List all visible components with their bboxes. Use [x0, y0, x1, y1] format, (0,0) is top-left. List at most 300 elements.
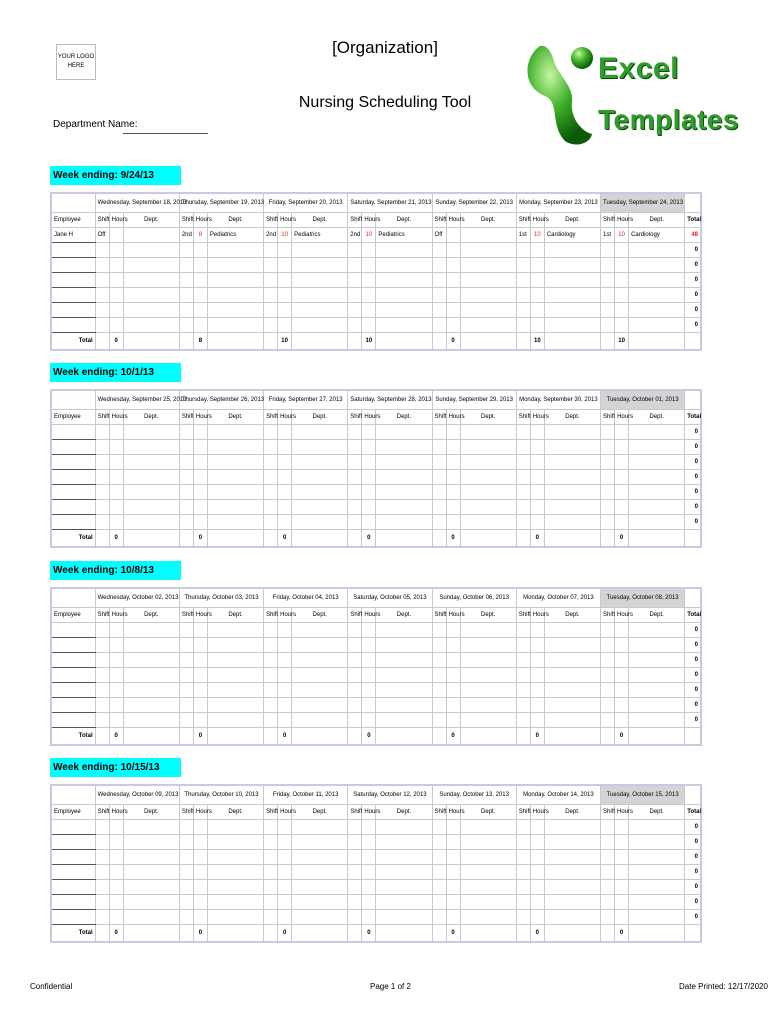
dept-cell[interactable]	[460, 880, 516, 895]
employee-name-cell[interactable]	[51, 698, 95, 713]
shift-cell[interactable]	[95, 485, 109, 500]
hours-cell[interactable]	[362, 713, 376, 728]
dept-cell[interactable]	[460, 455, 516, 470]
hours-cell[interactable]	[446, 865, 460, 880]
dept-cell[interactable]	[460, 303, 516, 318]
hours-cell[interactable]	[530, 273, 544, 288]
employee-name-cell[interactable]	[51, 425, 95, 440]
hours-cell[interactable]	[362, 455, 376, 470]
hours-cell[interactable]	[109, 638, 123, 653]
hours-cell[interactable]	[109, 425, 123, 440]
hours-cell[interactable]	[109, 455, 123, 470]
employee-name-cell[interactable]	[51, 258, 95, 273]
shift-cell[interactable]	[516, 440, 530, 455]
shift-cell[interactable]	[179, 500, 193, 515]
shift-cell[interactable]	[432, 288, 446, 303]
hours-cell[interactable]	[446, 288, 460, 303]
shift-cell[interactable]	[264, 470, 278, 485]
employee-name-cell[interactable]	[51, 820, 95, 835]
hours-cell[interactable]	[446, 258, 460, 273]
shift-cell[interactable]	[516, 713, 530, 728]
shift-cell[interactable]	[348, 485, 362, 500]
dept-cell[interactable]	[376, 485, 432, 500]
shift-cell[interactable]	[432, 683, 446, 698]
shift-cell[interactable]	[179, 850, 193, 865]
hours-cell[interactable]	[446, 515, 460, 530]
dept-cell[interactable]	[123, 668, 179, 683]
hours-cell[interactable]	[446, 895, 460, 910]
employee-name-cell[interactable]	[51, 910, 95, 925]
hours-cell[interactable]	[362, 273, 376, 288]
shift-cell[interactable]	[264, 880, 278, 895]
dept-cell[interactable]	[460, 623, 516, 638]
dept-cell[interactable]	[123, 910, 179, 925]
shift-cell[interactable]	[601, 623, 615, 638]
dept-cell[interactable]	[629, 455, 685, 470]
hours-cell[interactable]	[109, 683, 123, 698]
dept-cell[interactable]	[544, 303, 600, 318]
dept-cell[interactable]	[376, 638, 432, 653]
dept-cell[interactable]	[460, 318, 516, 333]
shift-cell[interactable]	[179, 470, 193, 485]
shift-cell[interactable]	[516, 515, 530, 530]
shift-cell[interactable]	[432, 303, 446, 318]
shift-cell[interactable]: 1st	[516, 228, 530, 243]
shift-cell[interactable]	[601, 515, 615, 530]
shift-cell[interactable]	[95, 425, 109, 440]
shift-cell[interactable]	[95, 258, 109, 273]
dept-cell[interactable]	[123, 243, 179, 258]
hours-cell[interactable]	[109, 500, 123, 515]
hours-cell[interactable]	[193, 683, 207, 698]
shift-cell[interactable]	[432, 895, 446, 910]
dept-cell[interactable]	[292, 273, 348, 288]
shift-cell[interactable]	[432, 258, 446, 273]
dept-cell[interactable]	[544, 258, 600, 273]
dept-cell[interactable]	[629, 485, 685, 500]
shift-cell[interactable]	[179, 455, 193, 470]
dept-cell[interactable]	[376, 698, 432, 713]
shift-cell[interactable]	[179, 820, 193, 835]
hours-cell[interactable]	[446, 303, 460, 318]
hours-cell[interactable]	[362, 470, 376, 485]
shift-cell[interactable]	[179, 273, 193, 288]
shift-cell[interactable]	[601, 638, 615, 653]
dept-cell[interactable]	[123, 500, 179, 515]
shift-cell[interactable]	[95, 623, 109, 638]
hours-cell[interactable]	[615, 683, 629, 698]
hours-cell[interactable]	[615, 698, 629, 713]
shift-cell[interactable]	[179, 668, 193, 683]
shift-cell[interactable]	[264, 850, 278, 865]
hours-cell[interactable]: 10	[530, 228, 544, 243]
dept-cell[interactable]	[292, 515, 348, 530]
hours-cell[interactable]	[362, 303, 376, 318]
dept-cell[interactable]	[629, 668, 685, 683]
dept-cell[interactable]	[292, 485, 348, 500]
shift-cell[interactable]	[95, 273, 109, 288]
hours-cell[interactable]	[109, 880, 123, 895]
shift-cell[interactable]	[516, 470, 530, 485]
shift-cell[interactable]	[264, 698, 278, 713]
dept-cell[interactable]: Cardiology	[544, 228, 600, 243]
dept-cell[interactable]	[207, 835, 263, 850]
dept-cell[interactable]	[207, 698, 263, 713]
shift-cell[interactable]	[179, 910, 193, 925]
shift-cell[interactable]	[432, 623, 446, 638]
dept-cell[interactable]	[292, 683, 348, 698]
shift-cell[interactable]	[516, 668, 530, 683]
shift-cell[interactable]	[601, 485, 615, 500]
shift-cell[interactable]	[264, 683, 278, 698]
dept-cell[interactable]	[629, 303, 685, 318]
employee-name-cell[interactable]	[51, 668, 95, 683]
shift-cell[interactable]	[601, 713, 615, 728]
shift-cell[interactable]	[348, 258, 362, 273]
hours-cell[interactable]	[530, 485, 544, 500]
hours-cell[interactable]	[278, 835, 292, 850]
dept-cell[interactable]	[376, 318, 432, 333]
dept-cell[interactable]	[376, 880, 432, 895]
hours-cell[interactable]	[109, 243, 123, 258]
dept-cell[interactable]	[207, 303, 263, 318]
dept-cell[interactable]	[629, 500, 685, 515]
shift-cell[interactable]	[516, 425, 530, 440]
dept-cell[interactable]	[460, 910, 516, 925]
hours-cell[interactable]	[109, 653, 123, 668]
dept-cell[interactable]	[376, 288, 432, 303]
shift-cell[interactable]	[516, 653, 530, 668]
dept-cell[interactable]	[292, 455, 348, 470]
hours-cell[interactable]	[615, 713, 629, 728]
hours-cell[interactable]	[193, 653, 207, 668]
shift-cell[interactable]	[601, 880, 615, 895]
dept-cell[interactable]	[460, 243, 516, 258]
shift-cell[interactable]	[179, 865, 193, 880]
dept-cell[interactable]	[376, 683, 432, 698]
employee-name-cell[interactable]	[51, 895, 95, 910]
hours-cell[interactable]	[278, 485, 292, 500]
hours-cell[interactable]	[109, 895, 123, 910]
shift-cell[interactable]	[601, 455, 615, 470]
dept-cell[interactable]	[376, 835, 432, 850]
dept-cell[interactable]	[207, 683, 263, 698]
dept-cell[interactable]: Pediatrics	[207, 228, 263, 243]
shift-cell[interactable]	[95, 515, 109, 530]
hours-cell[interactable]	[278, 880, 292, 895]
shift-cell[interactable]	[601, 895, 615, 910]
hours-cell[interactable]	[530, 910, 544, 925]
dept-cell[interactable]	[629, 820, 685, 835]
dept-cell[interactable]	[292, 910, 348, 925]
shift-cell[interactable]	[95, 698, 109, 713]
dept-cell[interactable]	[207, 865, 263, 880]
hours-cell[interactable]	[109, 258, 123, 273]
shift-cell[interactable]	[264, 425, 278, 440]
shift-cell[interactable]	[601, 303, 615, 318]
employee-name-cell[interactable]	[51, 500, 95, 515]
dept-cell[interactable]	[629, 243, 685, 258]
shift-cell[interactable]	[348, 273, 362, 288]
dept-cell[interactable]	[207, 500, 263, 515]
shift-cell[interactable]	[348, 698, 362, 713]
shift-cell[interactable]	[95, 500, 109, 515]
shift-cell[interactable]	[516, 698, 530, 713]
hours-cell[interactable]	[615, 850, 629, 865]
hours-cell[interactable]	[193, 243, 207, 258]
shift-cell[interactable]	[264, 865, 278, 880]
shift-cell[interactable]	[348, 318, 362, 333]
dept-cell[interactable]	[123, 895, 179, 910]
shift-cell[interactable]	[432, 910, 446, 925]
shift-cell[interactable]	[179, 303, 193, 318]
hours-cell[interactable]	[278, 638, 292, 653]
hours-cell[interactable]	[615, 668, 629, 683]
shift-cell[interactable]	[95, 303, 109, 318]
shift-cell[interactable]	[432, 500, 446, 515]
dept-cell[interactable]	[629, 623, 685, 638]
hours-cell[interactable]	[109, 668, 123, 683]
shift-cell[interactable]	[601, 440, 615, 455]
dept-cell[interactable]	[207, 515, 263, 530]
dept-cell[interactable]	[292, 668, 348, 683]
hours-cell[interactable]	[193, 455, 207, 470]
hours-cell[interactable]	[278, 303, 292, 318]
hours-cell[interactable]	[362, 485, 376, 500]
hours-cell[interactable]	[193, 303, 207, 318]
hours-cell[interactable]	[193, 910, 207, 925]
shift-cell[interactable]	[516, 835, 530, 850]
dept-cell[interactable]	[544, 683, 600, 698]
hours-cell[interactable]	[446, 500, 460, 515]
hours-cell[interactable]	[193, 485, 207, 500]
shift-cell[interactable]	[264, 258, 278, 273]
dept-cell[interactable]	[544, 910, 600, 925]
hours-cell[interactable]	[615, 865, 629, 880]
hours-cell[interactable]	[278, 653, 292, 668]
hours-cell[interactable]	[109, 303, 123, 318]
dept-cell[interactable]: Pediatrics	[292, 228, 348, 243]
shift-cell[interactable]	[179, 318, 193, 333]
dept-cell[interactable]	[376, 500, 432, 515]
hours-cell[interactable]	[278, 820, 292, 835]
dept-cell[interactable]	[629, 713, 685, 728]
shift-cell[interactable]	[432, 243, 446, 258]
dept-cell[interactable]	[460, 515, 516, 530]
shift-cell[interactable]	[432, 470, 446, 485]
dept-cell[interactable]	[544, 500, 600, 515]
dept-cell[interactable]	[123, 273, 179, 288]
employee-name-cell[interactable]	[51, 288, 95, 303]
shift-cell[interactable]	[348, 303, 362, 318]
shift-cell[interactable]	[95, 910, 109, 925]
hours-cell[interactable]	[109, 288, 123, 303]
hours-cell[interactable]	[278, 683, 292, 698]
hours-cell[interactable]	[615, 288, 629, 303]
dept-cell[interactable]	[207, 895, 263, 910]
shift-cell[interactable]	[348, 638, 362, 653]
department-field[interactable]	[123, 133, 208, 134]
hours-cell[interactable]	[446, 850, 460, 865]
hours-cell[interactable]	[615, 485, 629, 500]
shift-cell[interactable]	[601, 500, 615, 515]
dept-cell[interactable]	[629, 895, 685, 910]
shift-cell[interactable]	[348, 820, 362, 835]
hours-cell[interactable]	[362, 425, 376, 440]
shift-cell[interactable]	[95, 850, 109, 865]
hours-cell[interactable]	[362, 850, 376, 865]
dept-cell[interactable]	[207, 425, 263, 440]
shift-cell[interactable]	[348, 500, 362, 515]
dept-cell[interactable]	[544, 318, 600, 333]
hours-cell[interactable]	[193, 698, 207, 713]
hours-cell[interactable]: 10	[362, 228, 376, 243]
hours-cell[interactable]	[530, 638, 544, 653]
hours-cell[interactable]	[446, 698, 460, 713]
dept-cell[interactable]	[123, 880, 179, 895]
dept-cell[interactable]	[207, 318, 263, 333]
dept-cell[interactable]	[460, 485, 516, 500]
dept-cell[interactable]	[207, 820, 263, 835]
hours-cell[interactable]	[193, 850, 207, 865]
dept-cell[interactable]	[376, 258, 432, 273]
dept-cell[interactable]	[292, 303, 348, 318]
shift-cell[interactable]	[95, 713, 109, 728]
dept-cell[interactable]	[460, 668, 516, 683]
dept-cell[interactable]	[544, 653, 600, 668]
hours-cell[interactable]	[615, 835, 629, 850]
shift-cell[interactable]	[432, 273, 446, 288]
dept-cell[interactable]	[123, 470, 179, 485]
dept-cell[interactable]	[376, 820, 432, 835]
hours-cell[interactable]	[109, 440, 123, 455]
shift-cell[interactable]	[516, 455, 530, 470]
hours-cell[interactable]	[615, 820, 629, 835]
hours-cell[interactable]	[530, 440, 544, 455]
shift-cell[interactable]	[601, 668, 615, 683]
hours-cell[interactable]	[109, 228, 123, 243]
shift-cell[interactable]	[348, 288, 362, 303]
dept-cell[interactable]	[207, 880, 263, 895]
dept-cell[interactable]	[376, 910, 432, 925]
dept-cell[interactable]	[544, 820, 600, 835]
hours-cell[interactable]	[446, 455, 460, 470]
shift-cell[interactable]	[516, 485, 530, 500]
employee-name-cell[interactable]	[51, 485, 95, 500]
dept-cell[interactable]	[292, 865, 348, 880]
shift-cell[interactable]	[179, 515, 193, 530]
hours-cell[interactable]	[278, 425, 292, 440]
shift-cell[interactable]	[432, 425, 446, 440]
employee-name-cell[interactable]	[51, 865, 95, 880]
shift-cell[interactable]	[348, 425, 362, 440]
hours-cell[interactable]	[362, 865, 376, 880]
employee-name-cell[interactable]	[51, 455, 95, 470]
hours-cell[interactable]	[193, 713, 207, 728]
shift-cell[interactable]	[348, 470, 362, 485]
dept-cell[interactable]	[207, 243, 263, 258]
shift-cell[interactable]	[264, 455, 278, 470]
dept-cell[interactable]	[544, 485, 600, 500]
dept-cell[interactable]	[123, 258, 179, 273]
hours-cell[interactable]	[446, 243, 460, 258]
hours-cell[interactable]	[193, 273, 207, 288]
hours-cell[interactable]	[278, 668, 292, 683]
hours-cell[interactable]	[530, 698, 544, 713]
dept-cell[interactable]	[544, 455, 600, 470]
dept-cell[interactable]	[460, 895, 516, 910]
hours-cell[interactable]	[446, 273, 460, 288]
shift-cell[interactable]	[179, 835, 193, 850]
shift-cell[interactable]	[348, 713, 362, 728]
hours-cell[interactable]	[530, 880, 544, 895]
hours-cell[interactable]	[362, 698, 376, 713]
dept-cell[interactable]	[123, 698, 179, 713]
shift-cell[interactable]	[348, 668, 362, 683]
dept-cell[interactable]	[123, 638, 179, 653]
hours-cell[interactable]	[278, 288, 292, 303]
shift-cell[interactable]: Off	[432, 228, 446, 243]
shift-cell[interactable]	[264, 500, 278, 515]
dept-cell[interactable]	[123, 440, 179, 455]
dept-cell[interactable]: Cardiology	[629, 228, 685, 243]
hours-cell[interactable]	[193, 880, 207, 895]
hours-cell[interactable]	[109, 835, 123, 850]
dept-cell[interactable]	[292, 713, 348, 728]
hours-cell[interactable]	[278, 500, 292, 515]
hours-cell[interactable]	[109, 273, 123, 288]
employee-name-cell[interactable]	[51, 515, 95, 530]
dept-cell[interactable]	[629, 288, 685, 303]
hours-cell[interactable]	[362, 880, 376, 895]
hours-cell[interactable]	[362, 820, 376, 835]
shift-cell[interactable]: 2nd	[179, 228, 193, 243]
shift-cell[interactable]	[264, 318, 278, 333]
shift-cell[interactable]	[95, 683, 109, 698]
dept-cell[interactable]	[544, 698, 600, 713]
hours-cell[interactable]	[615, 910, 629, 925]
hours-cell[interactable]	[615, 273, 629, 288]
dept-cell[interactable]	[292, 500, 348, 515]
hours-cell[interactable]	[615, 638, 629, 653]
hours-cell[interactable]	[362, 683, 376, 698]
shift-cell[interactable]	[601, 835, 615, 850]
hours-cell[interactable]	[446, 228, 460, 243]
hours-cell[interactable]	[109, 910, 123, 925]
shift-cell[interactable]	[95, 895, 109, 910]
employee-name-cell[interactable]	[51, 623, 95, 638]
hours-cell[interactable]	[530, 668, 544, 683]
dept-cell[interactable]	[376, 713, 432, 728]
hours-cell[interactable]	[109, 820, 123, 835]
shift-cell[interactable]	[264, 653, 278, 668]
dept-cell[interactable]	[123, 865, 179, 880]
hours-cell[interactable]	[530, 865, 544, 880]
dept-cell[interactable]	[292, 318, 348, 333]
shift-cell[interactable]	[601, 273, 615, 288]
hours-cell[interactable]	[446, 425, 460, 440]
hours-cell[interactable]	[193, 425, 207, 440]
shift-cell[interactable]	[516, 318, 530, 333]
shift-cell[interactable]	[264, 623, 278, 638]
dept-cell[interactable]	[376, 455, 432, 470]
hours-cell[interactable]	[615, 470, 629, 485]
dept-cell[interactable]	[123, 288, 179, 303]
hours-cell[interactable]	[446, 835, 460, 850]
hours-cell[interactable]	[530, 288, 544, 303]
shift-cell[interactable]	[432, 668, 446, 683]
dept-cell[interactable]	[292, 895, 348, 910]
